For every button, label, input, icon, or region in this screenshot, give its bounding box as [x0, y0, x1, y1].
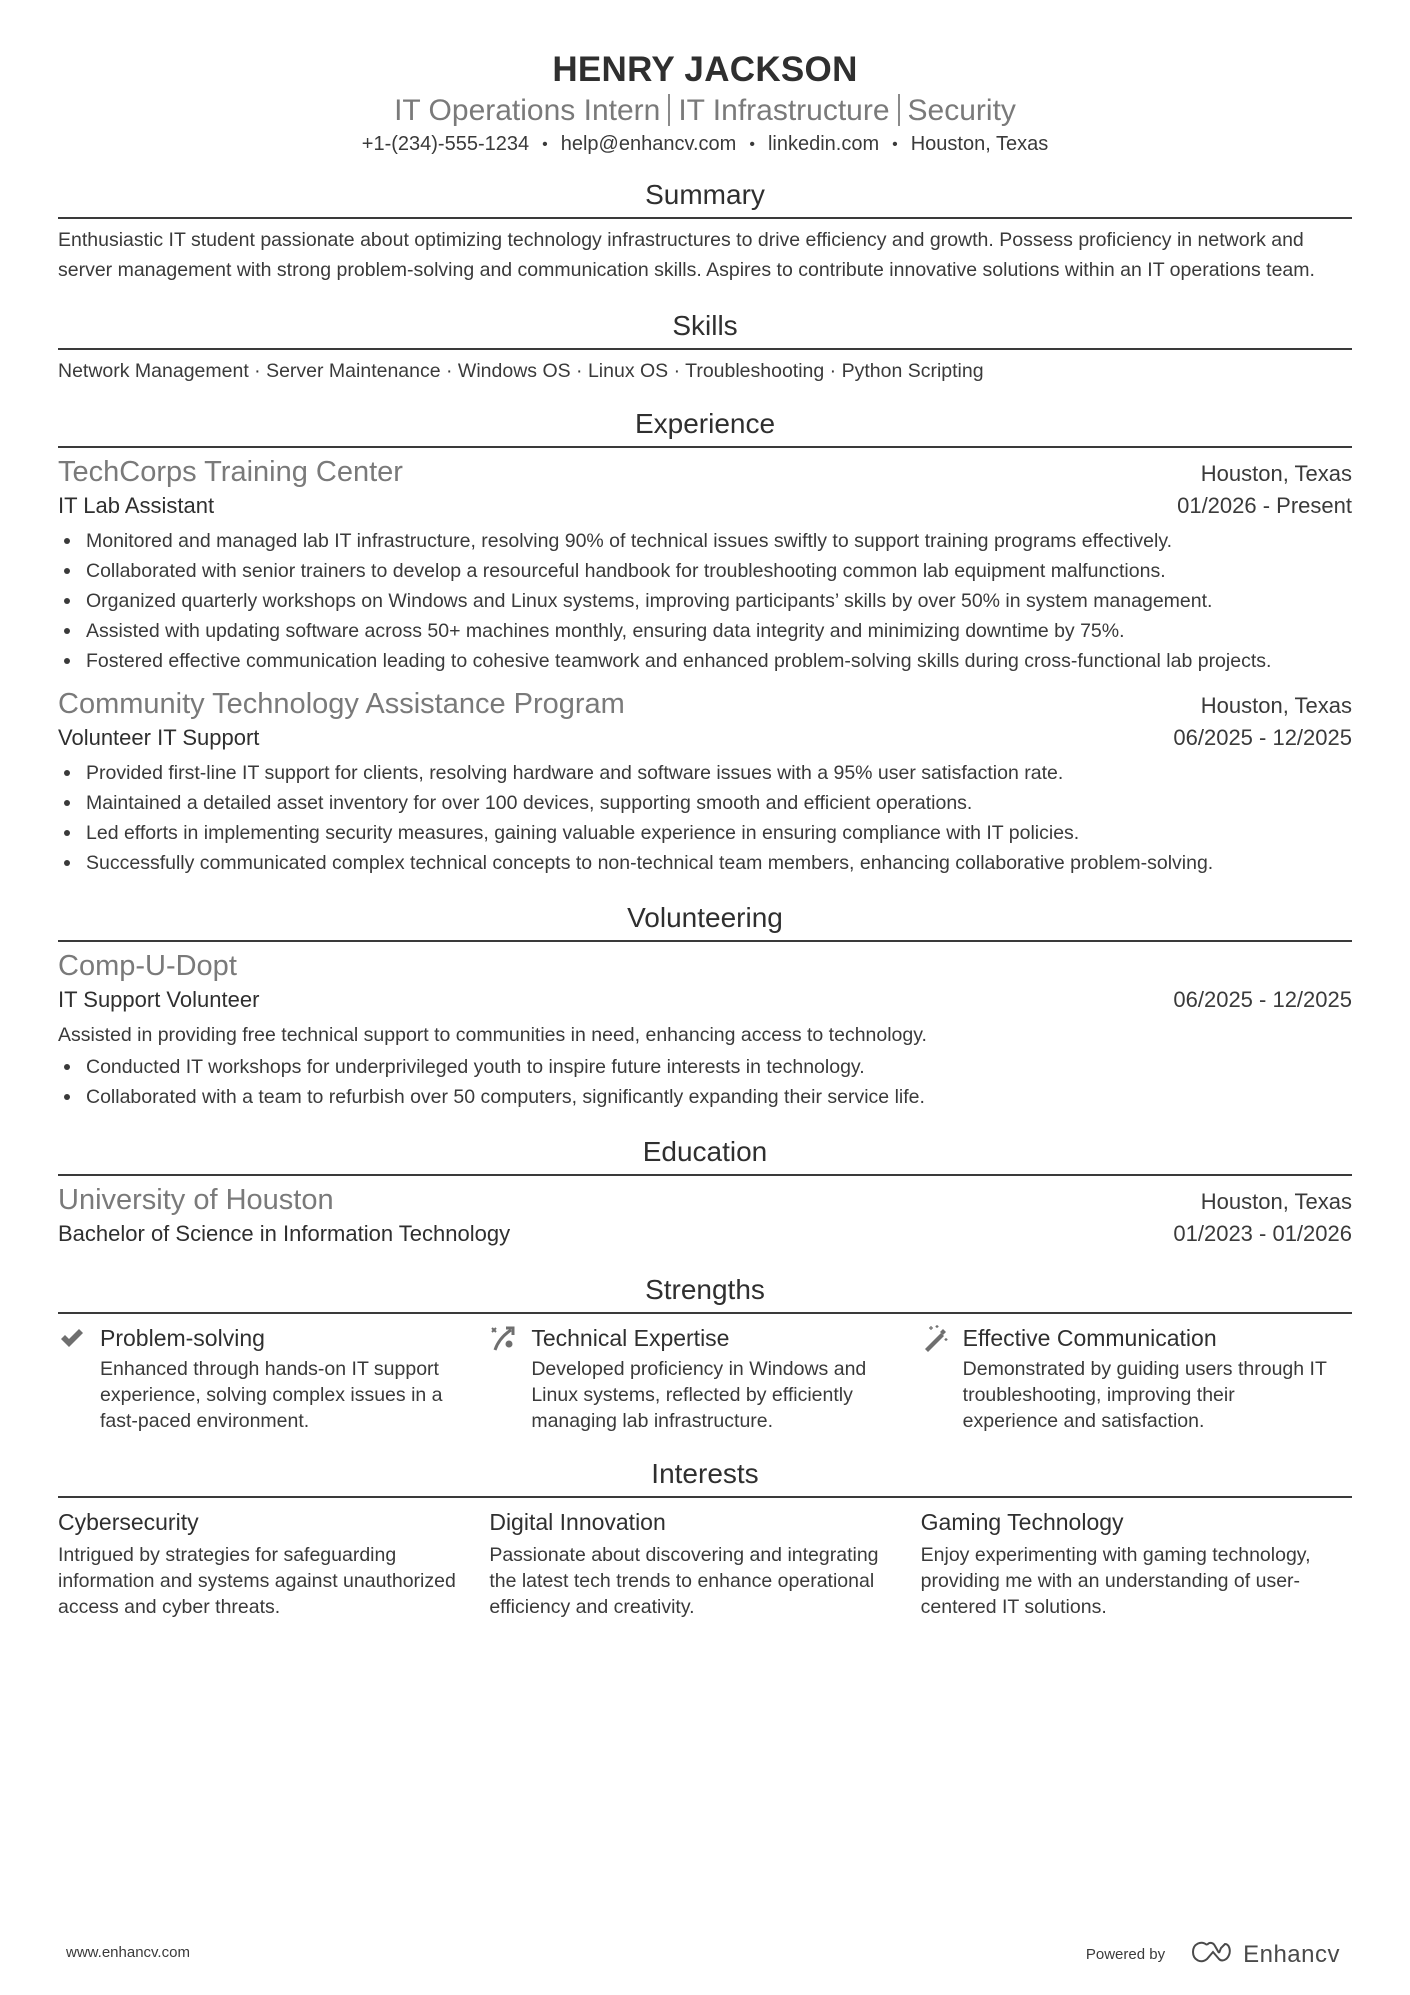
section-heading-summary: Summary — [58, 177, 1352, 219]
interests-section — [58, 1456, 1352, 1620]
experience-entry — [58, 686, 1352, 878]
title-separator — [668, 94, 670, 126]
skills-list: Network Management · Server Maintenance · Windows OS · Linux OS · Troubleshooting · Python Scripting — [58, 360, 984, 382]
candidate-title — [58, 93, 1352, 129]
education-entry — [58, 1182, 1352, 1250]
strength-description: Developed proficiency in Windows and Linux systems, reflected by efficiently managing lab infrastructure. — [531, 1358, 867, 1432]
bullet-item: Conducted IT workshops for underprivileged youth to inspire future interests in technology. — [58, 1052, 1352, 1082]
page-footer — [0, 1940, 1410, 1970]
interest-item — [921, 1506, 1352, 1620]
summary-section — [58, 177, 1352, 285]
title-part-1: IT Operations Intern — [394, 94, 661, 127]
strengths-grid — [58, 1322, 1352, 1434]
interest-description: Enjoy experimenting with gaming technology, providing me with an understanding of user-centered IT solutions. — [920, 1544, 1311, 1618]
volunteer-org-name: Comp-U-Dopt — [58, 950, 237, 982]
bullet-item: Led efforts in implementing security measures, gaining valuable experience in ensuring compliance with IT policies. — [58, 818, 1352, 848]
strength-title: Problem-solving — [100, 1325, 265, 1351]
experience-entry — [58, 454, 1352, 676]
resume-page — [58, 0, 1352, 1620]
interest-description: Intrigued by strategies for safeguarding information and systems against unauthorized access and cyber threats. — [58, 1544, 456, 1618]
bullet-item: Collaborated with senior trainers to develop a resourceful handbook for troubleshooting common lab equipment malfunctions. — [58, 556, 1352, 586]
bullet-item: Fostered effective communication leading to cohesive teamwork and enhanced problem-solving skills during cross-functional lab projects. — [58, 646, 1352, 676]
volunteer-description: Assisted in providing free technical support to communities in need, enhancing access to technology. — [58, 1024, 927, 1046]
interest-description: Passionate about discovering and integrating the latest tech trends to enhance operational efficiency and creativity. — [489, 1544, 879, 1618]
interest-title: Digital Innovation — [489, 1509, 666, 1535]
title-part-3: Security — [907, 94, 1016, 127]
employer-location: Houston, Texas — [1200, 693, 1352, 718]
volunteer-dates: 06/2025 - 12/2025 — [1173, 987, 1352, 1012]
bullet-item: Assisted with updating software across 50+ machines monthly, ensuring data integrity and minimizing downtime by 75%. — [58, 616, 1352, 646]
job-title: Volunteer IT Support — [58, 725, 260, 750]
bullet-separator: • — [542, 136, 548, 153]
checkmark-icon — [58, 1324, 86, 1352]
section-heading-experience: Experience — [58, 406, 1352, 448]
strength-item — [489, 1322, 920, 1434]
employer-location: Houston, Texas — [1200, 461, 1352, 486]
section-heading-strengths: Strengths — [58, 1272, 1352, 1314]
brand-name: Enhancv — [1243, 1940, 1340, 1968]
strengths-section — [58, 1272, 1352, 1434]
section-heading-education: Education — [58, 1134, 1352, 1176]
job-bullets — [58, 758, 1352, 878]
school-name: University of Houston — [58, 1184, 334, 1216]
strength-description: Demonstrated by guiding users through IT troubleshooting, improving their experience and satisfaction. — [962, 1358, 1327, 1432]
bullet-item: Maintained a detailed asset inventory for over 100 devices, supporting smooth and efficient operations. — [58, 788, 1352, 818]
experience-section — [58, 406, 1352, 878]
interest-item — [58, 1506, 489, 1620]
school-location: Houston, Texas — [1200, 1189, 1352, 1214]
strength-item — [58, 1322, 489, 1434]
employer-name: TechCorps Training Center — [58, 456, 403, 488]
contact-email[interactable]: help@enhancv.com — [560, 133, 737, 155]
interest-item — [489, 1506, 920, 1620]
job-dates: 01/2026 - Present — [1177, 493, 1352, 518]
employer-name: Community Technology Assistance Program — [58, 688, 625, 720]
skills-section — [58, 308, 1352, 386]
job-dates: 06/2025 - 12/2025 — [1173, 725, 1352, 750]
volunteer-bullets — [58, 1052, 1352, 1112]
candidate-name: HENRY JACKSON — [552, 50, 858, 89]
powered-by-label: Powered by — [1085, 1946, 1166, 1963]
contact-phone: +1-(234)-555-1234 — [361, 133, 530, 155]
bullet-separator: • — [892, 136, 898, 153]
bullet-item: Provided first-line IT support for clients, resolving hardware and software issues with a 95% user satisfaction rate. — [58, 758, 1352, 788]
section-heading-skills: Skills — [58, 308, 1352, 350]
strength-title: Technical Expertise — [531, 1325, 730, 1351]
title-part-2: IT Infrastructure — [678, 94, 890, 127]
job-title: IT Lab Assistant — [58, 493, 215, 518]
title-separator — [898, 94, 900, 126]
volunteering-entry — [58, 948, 1352, 1112]
degree: Bachelor of Science in Information Technology — [58, 1221, 511, 1246]
bullet-item: Collaborated with a team to refurbish over 50 computers, significantly expanding their service life. — [58, 1082, 1352, 1112]
bullet-item: Successfully communicated complex technical concepts to non-technical team members, enhancing collaborative problem-solving. — [58, 848, 1352, 878]
job-bullets — [58, 526, 1352, 676]
contact-location: Houston, Texas — [910, 133, 1049, 155]
bullet-item: Monitored and managed lab IT infrastructure, resolving 90% of technical issues swiftly to support training programs effectively. — [58, 526, 1352, 556]
volunteer-role: IT Support Volunteer — [58, 987, 260, 1012]
route-path-icon — [489, 1324, 517, 1352]
section-heading-volunteering: Volunteering — [58, 900, 1352, 942]
strength-title: Effective Communication — [962, 1325, 1217, 1351]
contact-linkedin[interactable]: linkedin.com — [767, 133, 880, 155]
enhancv-logo-icon — [1191, 1940, 1235, 1969]
footer-branding — [1086, 1940, 1340, 1969]
interests-grid — [58, 1506, 1352, 1620]
education-section — [58, 1134, 1352, 1250]
summary-text: Enthusiastic IT student passionate about optimizing technology infrastructures to drive efficiency and growth. Possess proficiency in network and server management with strong problem-solving and communication skills. Aspires to contribute innovative solutions within an IT operations team. — [58, 229, 1315, 281]
strength-item — [921, 1322, 1352, 1434]
strength-description: Enhanced through hands-on IT support experience, solving complex issues in a fast-paced environment. — [100, 1358, 443, 1432]
bullet-item: Organized quarterly workshops on Windows and Linux systems, improving participants’ skills by over 50% in system management. — [58, 586, 1352, 616]
resume-header — [58, 0, 1352, 159]
contact-line — [58, 130, 1352, 159]
education-dates: 01/2023 - 01/2026 — [1173, 1221, 1352, 1246]
footer-url-link[interactable]: www.enhancv.com — [66, 1944, 190, 1961]
magic-wand-icon — [921, 1324, 949, 1352]
bullet-separator: • — [749, 136, 755, 153]
section-heading-interests: Interests — [58, 1456, 1352, 1498]
interest-title: Gaming Technology — [920, 1509, 1124, 1535]
interest-title: Cybersecurity — [58, 1509, 199, 1535]
volunteering-section — [58, 900, 1352, 1112]
